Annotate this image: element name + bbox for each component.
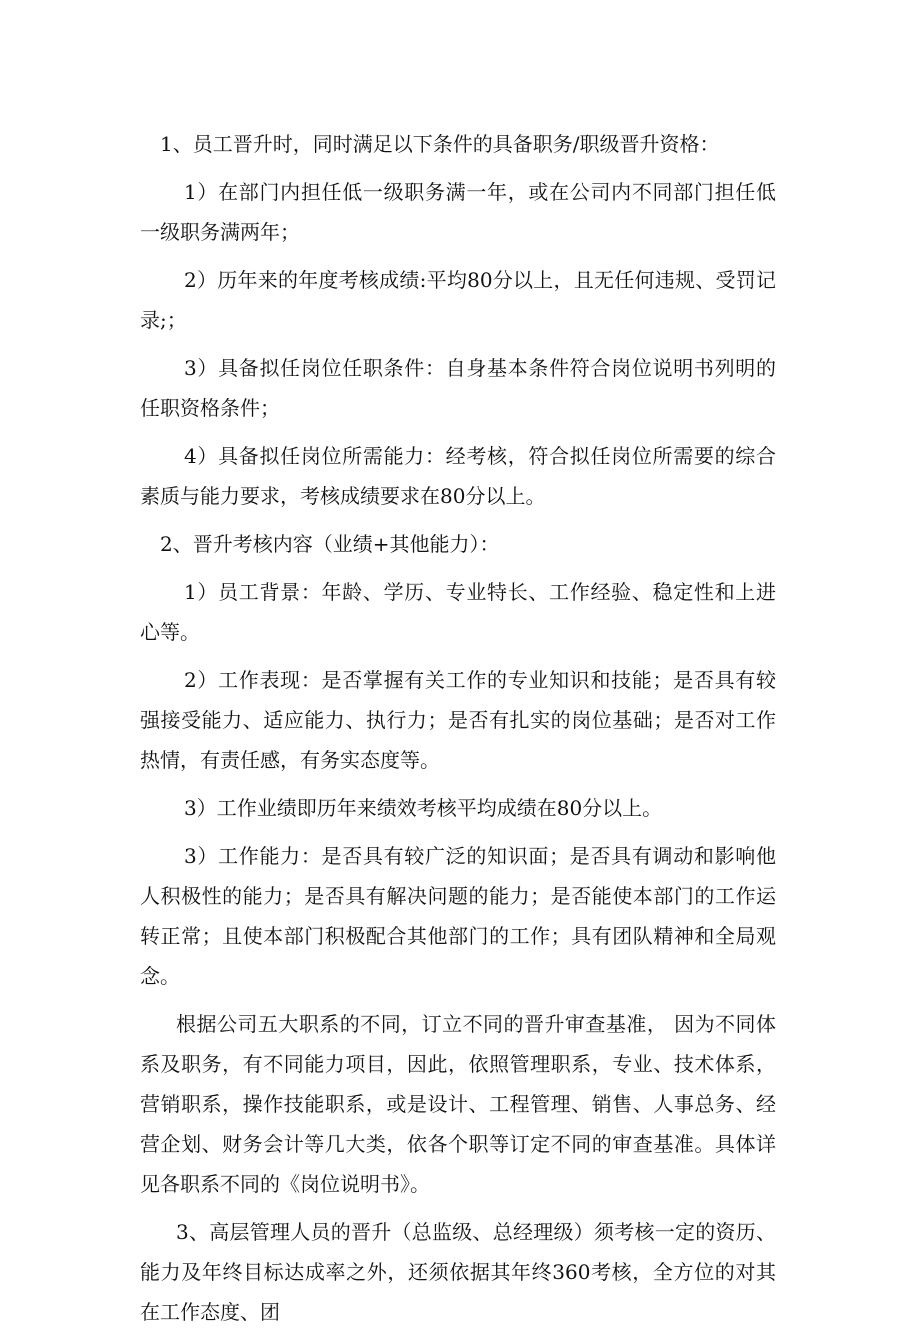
condition-1: 1）在部门内担任低一级职务满一年，或在公司内不同部门担任低一级职务满两年； <box>140 180 776 244</box>
condition-2: 2）历年来的年度考核成绩:平均80分以上，且无任何违规、受罚记录;； <box>140 268 776 332</box>
section-3-paragraph: 3、高层管理人员的晋升（总监级、总经理级）须考核一定的资历、能力及年终目标达成率之外，还须依据其年终360考核，全方位的对其在工作态度、团 <box>140 1220 776 1324</box>
assessment-item-performance: 2）工作表现：是否掌握有关工作的专业知识和技能；是否具有较强接受能力、适应能力、执行力；是否有扎实的岗位基础；是否对工作热情，有责任感，有务实态度等。 <box>140 668 776 772</box>
section-1-heading: 1、员工晋升时，同时满足以下条件的具备职务/职级晋升资格： <box>160 132 720 156</box>
section-2-heading: 2、晋升考核内容（业绩+其他能力）： <box>160 532 500 556</box>
document-body <box>140 124 776 1340</box>
review-standard-paragraph: 根据公司五大职系的不同，订立不同的晋升审查基准， 因为不同体系及职务，有不同能力项目，因此，依照管理职系，专业、技术体系，营销职系，操作技能职系，或是设计、工程管理、销售、人事总务、经营企划、财务会计等几大类，依各个职等订定不同的审查基准。具体详见各职系不同的《岗位说明书》。 <box>140 1012 776 1196</box>
assessment-item-background: 1）员工背景：年龄、学历、专业特长、工作经验、稳定性和上进心等。 <box>140 580 776 644</box>
assessment-item-results: 3）工作业绩即历年来绩效考核平均成绩在80分以上。 <box>184 796 663 820</box>
condition-3: 3）具备拟任岗位任职条件：自身基本条件符合岗位说明书列明的任职资格条件； <box>140 356 776 420</box>
condition-4: 4）具备拟任岗位所需能力：经考核，符合拟任岗位所需要的综合素质与能力要求，考核成绩要求在80分以上。 <box>140 444 776 508</box>
assessment-item-ability: 3）工作能力：是否具有较广泛的知识面；是否具有调动和影响他人积极性的能力；是否具有解决问题的能力；是否能使本部门的工作运转正常；且使本部门积极配合其他部门的工作；具有团队精神和全局观念。 <box>140 844 776 988</box>
